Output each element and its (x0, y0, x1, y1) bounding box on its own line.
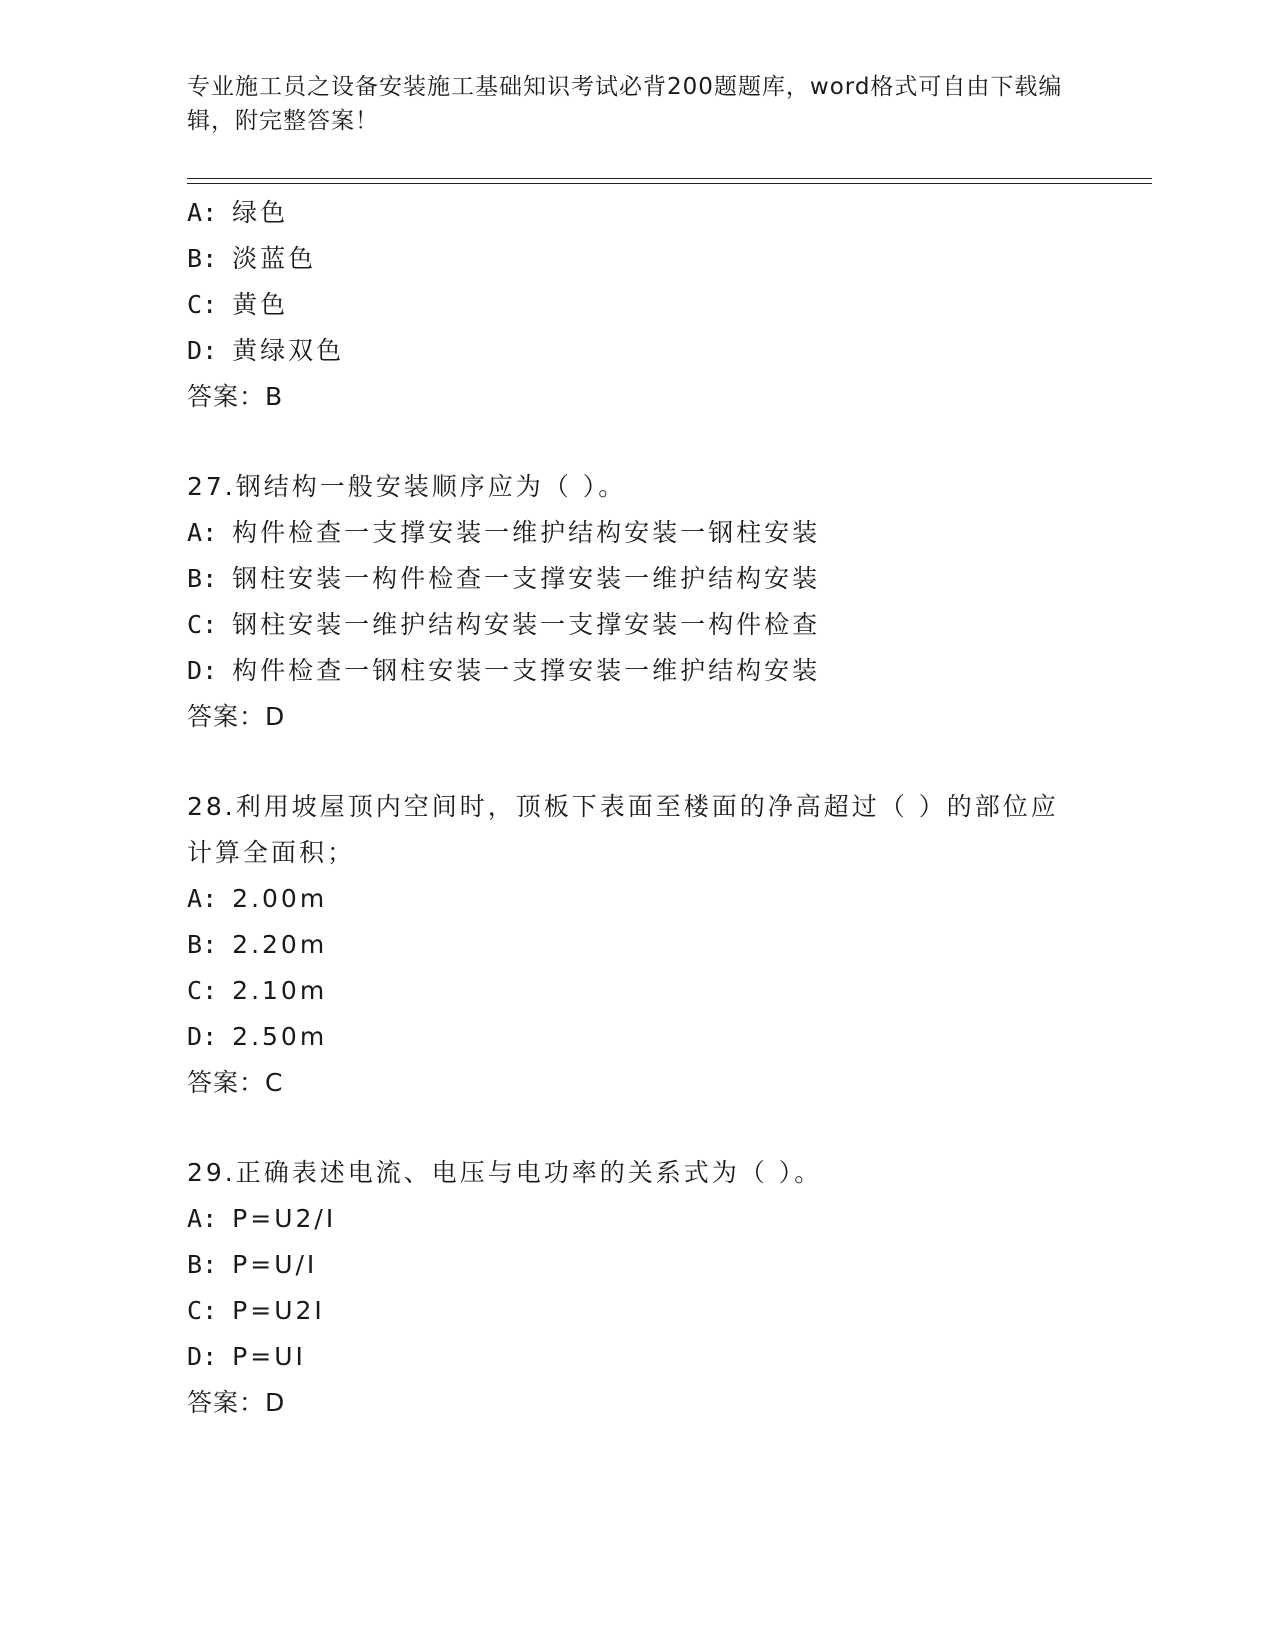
option-a: A: 绿色 (187, 198, 289, 227)
answer-line: 答案：D (187, 1388, 286, 1417)
option-c: C: P=U2I (187, 1296, 325, 1325)
option-a: A: P=U2/I (187, 1204, 337, 1233)
option-d: D: 构件检查一钢柱安装一支撑安装一维护结构安装 (187, 656, 821, 685)
option-c: C: 黄色 (187, 290, 289, 319)
header-divider-top (187, 178, 1152, 179)
option-a: A: 2.00m (187, 884, 328, 913)
option-b: B: 钢柱安装一构件检查一支撑安装一维护结构安装 (187, 564, 821, 593)
question-block-29 (187, 1150, 1087, 1426)
question-text: 29.正确表述电流、电压与电功率的关系式为（ ）。 (187, 1158, 823, 1187)
option-d: D: 2.50m (187, 1022, 328, 1051)
question-text: 27.钢结构一般安装顺序应为（ ）。 (187, 472, 627, 501)
document-title: 专业施工员之设备安装施工基础知识考试必背200题题库，word格式可自由下载编辑，附完整答案！ (187, 74, 1063, 134)
option-c: C: 钢柱安装一维护结构安装一支撑安装一构件检查 (187, 610, 821, 639)
question-text: 28.利用坡屋顶内空间时，顶板下表面至楼面的净高超过（ ）的部位应计算全面积； (187, 792, 1059, 867)
option-d: D: P=UI (187, 1342, 306, 1371)
answer-line: 答案：D (187, 702, 286, 731)
option-c: C: 2.10m (187, 976, 328, 1005)
answer-line: 答案：C (187, 1068, 284, 1097)
option-b: B: P=U/I (187, 1250, 318, 1279)
option-d: D: 黄绿双色 (187, 336, 345, 365)
option-a: A: 构件检查一支撑安装一维护结构安装一钢柱安装 (187, 518, 821, 547)
question-block-27 (187, 464, 1087, 740)
question-block-partial (187, 190, 1087, 420)
option-b: B: 2.20m (187, 930, 328, 959)
document-header (187, 70, 1087, 138)
answer-line: 答案：B (187, 382, 284, 411)
option-b: B: 淡蓝色 (187, 244, 317, 273)
question-list (187, 190, 1087, 1426)
header-divider-bottom (187, 183, 1152, 184)
question-block-28 (187, 784, 1087, 1106)
